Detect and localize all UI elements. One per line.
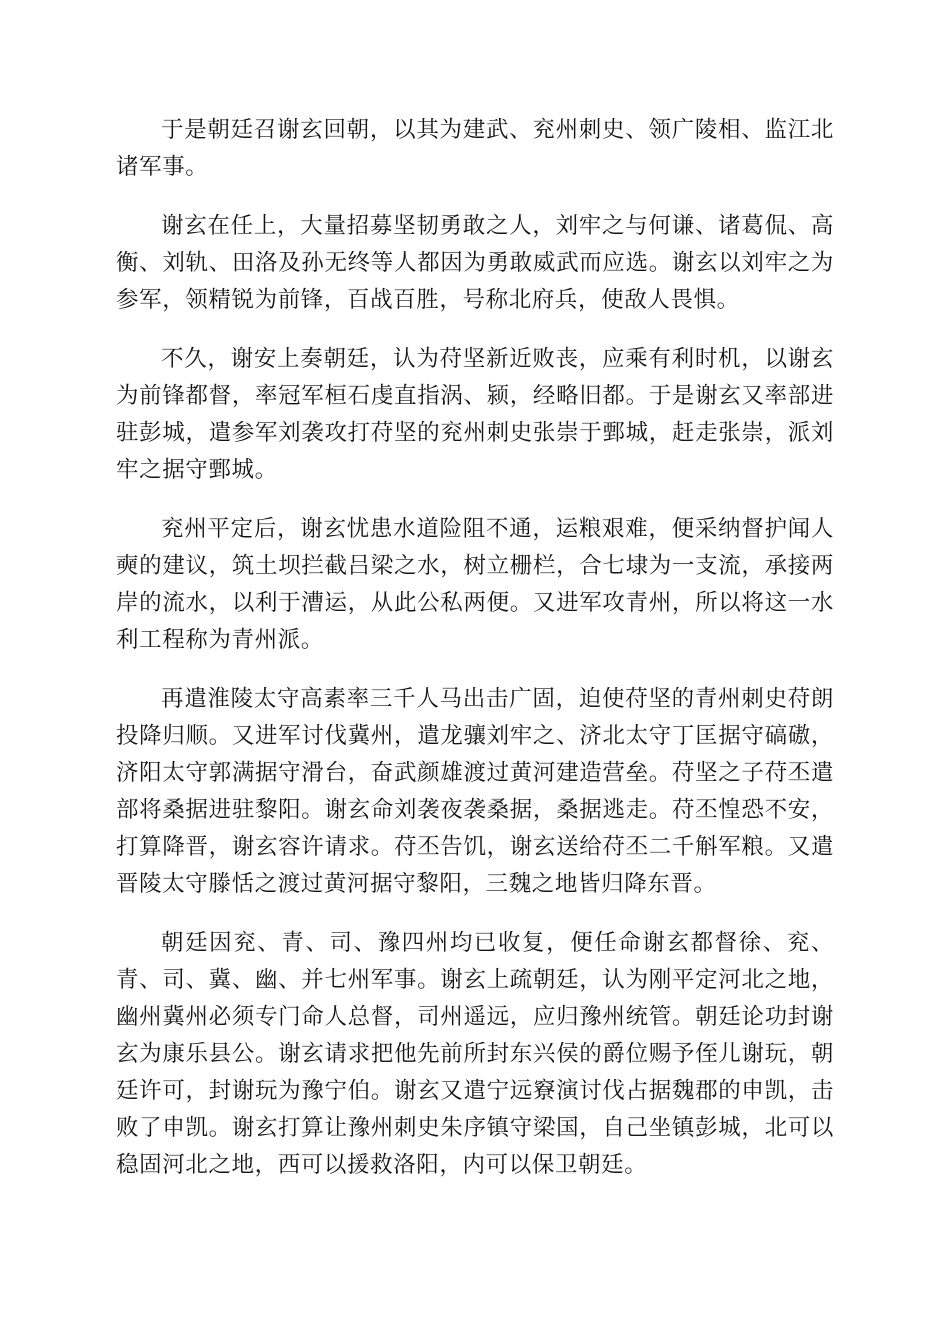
document-page xyxy=(116,112,834,1206)
paragraph-2: 谢玄在任上，大量招募坚韧勇敢之人，刘牢之与何谦、诸葛侃、高衡、刘轨、田洛及孙无终等人都因为勇敢威武而应选。谢玄以刘牢之为参军，领精锐为前锋，百战百胜，号称北府兵，使敌人畏惧。 xyxy=(116,213,834,313)
paragraph-5: 再遣淮陵太守高素率三千人马出击广固，迫使苻坚的青州刺史苻朗投降归顺。又进军讨伐冀州，遣龙骧刘牢之、济北太守丁匡据守碻磝，济阳太守郭满据守滑台，奋武颜雄渡过黄河建造营垒。苻坚之子苻丕遣部将桑据进驻黎阳。谢玄命刘袭夜袭桑据，桑据逃走。苻丕惶恐不安，打算降晋，谢玄容许请求。苻丕告饥，谢玄送给苻丕二千斛军粮。又遣晋陵太守滕恬之渡过黄河据守黎阳，三魏之地皆归降东晋。 xyxy=(116,686,834,897)
paragraph-1: 于是朝廷召谢玄回朝，以其为建武、兖州刺史、领广陵相、监江北诸军事。 xyxy=(116,117,834,180)
paragraph-4: 兖州平定后，谢玄忧患水道险阻不通，运粮艰难，便采纳督护闻人奭的建议，筑土坝拦截吕梁之水，树立栅栏，合七埭为一支流，承接两岸的流水，以利于漕运，从此公私两便。又进军攻青州，所以将这一水利工程称为青州派。 xyxy=(116,516,834,653)
paragraph-6: 朝廷因兖、青、司、豫四州均已收复，便任命谢玄都督徐、兖、青、司、冀、幽、并七州军事。谢玄上疏朝廷，认为刚平定河北之地，幽州冀州必须专门命人总督，司州遥远，应归豫州统管。朝廷论功封谢玄为康乐县公。谢玄请求把他先前所封东兴侯的爵位赐予侄儿谢玩，朝廷许可，封谢玩为豫宁伯。谢玄又遣宁远竂演讨伐占据魏郡的申凯，击败了申凯。谢玄打算让豫州刺史朱序镇守梁国，自己坐镇彭城，北可以稳固河北之地，西可以援救洛阳，内可以保卫朝廷。 xyxy=(116,930,834,1178)
paragraph-3: 不久，谢安上奏朝廷，认为苻坚新近败丧，应乘有利时机，以谢玄为前锋都督，率冠军桓石虔直指涡、颍，经略旧都。于是谢玄又率部进驻彭城，遣参军刘袭攻打苻坚的兖州刺史张崇于鄄城，赶走张崇，派刘牢之据守鄄城。 xyxy=(116,346,834,483)
